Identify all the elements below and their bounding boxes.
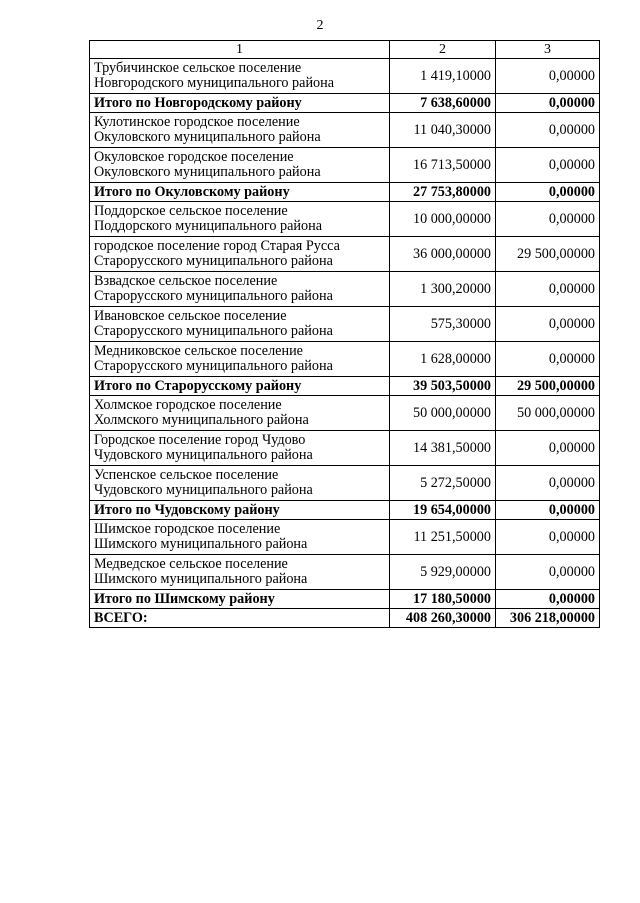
value-col-3-cell: 0,00000	[496, 272, 600, 307]
name-line: Шимское городское поселение	[94, 521, 281, 537]
value-col-2-cell: 5 272,50000	[390, 466, 496, 501]
name-line: Старорусского муниципального района	[94, 288, 333, 304]
value-col-3-cell: 50 000,00000	[496, 396, 600, 431]
settlement-name-cell	[90, 466, 390, 501]
value-col-3-cell: 0,00000	[496, 183, 600, 202]
table-row	[90, 272, 600, 307]
value-col-2-cell: 39 503,50000	[390, 377, 496, 396]
name-line: Чудовского муниципального района	[94, 447, 313, 463]
header-col-2: 2	[390, 41, 496, 59]
value-col-2-cell: 27 753,80000	[390, 183, 496, 202]
name-line: Холмское городское поселение	[94, 397, 282, 413]
value-col-2-cell: 5 929,00000	[390, 555, 496, 590]
value-col-3-cell: 29 500,00000	[496, 237, 600, 272]
value-col-2-cell: 36 000,00000	[390, 237, 496, 272]
header-col-1: 1	[90, 41, 390, 59]
table-row	[90, 520, 600, 555]
value-col-2-cell: 1 300,20000	[390, 272, 496, 307]
value-col-3-cell: 0,00000	[496, 94, 600, 113]
name-line: Окуловского муниципального района	[94, 164, 321, 180]
table-row	[90, 555, 600, 590]
name-line: Шимского муниципального района	[94, 536, 308, 552]
name-line: Ивановское сельское поселение	[94, 308, 287, 324]
settlement-name-cell	[90, 307, 390, 342]
name-line: Поддорского муниципального района	[94, 218, 322, 234]
settlement-name-cell	[90, 431, 390, 466]
value-col-3-cell: 0,00000	[496, 148, 600, 183]
name-line: Холмского муниципального района	[94, 412, 309, 428]
value-col-2-cell: 408 260,30000	[390, 609, 496, 628]
table-row	[90, 113, 600, 148]
settlement-name-cell	[90, 237, 390, 272]
header-col-3: 3	[496, 41, 600, 59]
value-col-3-cell: 0,00000	[496, 307, 600, 342]
table-row	[90, 466, 600, 501]
name-line: Медведское сельское поселение	[94, 556, 288, 572]
settlement-name-cell	[90, 202, 390, 237]
value-col-2-cell: 14 381,50000	[390, 431, 496, 466]
name-line: Старорусского муниципального района	[94, 323, 333, 339]
name-line: Окуловское городское поселение	[94, 149, 294, 165]
total-label-cell	[90, 501, 390, 520]
name-line: Взвадское сельское поселение	[94, 273, 278, 289]
value-col-3-cell: 0,00000	[496, 520, 600, 555]
table-total-row	[90, 183, 600, 202]
value-col-3-cell: 29 500,00000	[496, 377, 600, 396]
value-col-3-cell: 0,00000	[496, 59, 600, 94]
name-line: Старорусского муниципального района	[94, 253, 333, 269]
table-row	[90, 307, 600, 342]
table-row	[90, 148, 600, 183]
name-line: Итого по Шимскому району	[94, 590, 275, 607]
name-line: Успенское сельское поселение	[94, 467, 279, 483]
name-line: ВСЕГО:	[94, 609, 148, 626]
table-row	[90, 431, 600, 466]
value-col-2-cell: 16 713,50000	[390, 148, 496, 183]
name-line: Поддорское сельское поселение	[94, 203, 288, 219]
name-line: городское поселение город Старая Русса	[94, 238, 340, 254]
settlement-name-cell	[90, 342, 390, 377]
table-row	[90, 202, 600, 237]
settlement-name-cell	[90, 272, 390, 307]
total-label-cell	[90, 94, 390, 113]
name-line: Трубичинское сельское поселение	[94, 60, 302, 76]
value-col-2-cell: 11 251,50000	[390, 520, 496, 555]
value-col-3-cell: 0,00000	[496, 113, 600, 148]
table-row	[90, 59, 600, 94]
value-col-2-cell: 7 638,60000	[390, 94, 496, 113]
settlement-name-cell	[90, 520, 390, 555]
table-row	[90, 396, 600, 431]
total-label-cell	[90, 609, 390, 628]
table-total-row	[90, 501, 600, 520]
subsidy-table	[89, 40, 600, 628]
value-col-2-cell: 575,30000	[390, 307, 496, 342]
settlement-name-cell	[90, 113, 390, 148]
name-line: Шимского муниципального района	[94, 571, 308, 587]
value-col-2-cell: 17 180,50000	[390, 590, 496, 609]
table-row	[90, 237, 600, 272]
total-label-cell	[90, 183, 390, 202]
name-line: Кулотинское городское поселение	[94, 114, 300, 130]
value-col-3-cell: 0,00000	[496, 431, 600, 466]
page-number: 2	[316, 18, 324, 33]
table-total-row	[90, 609, 600, 628]
table-header-row	[90, 41, 600, 59]
settlement-name-cell	[90, 555, 390, 590]
name-line: Старорусского муниципального района	[94, 358, 333, 374]
value-col-3-cell: 0,00000	[496, 202, 600, 237]
settlement-name-cell	[90, 396, 390, 431]
table-total-row	[90, 377, 600, 396]
table-total-row	[90, 94, 600, 113]
value-col-3-cell: 0,00000	[496, 342, 600, 377]
settlement-name-cell	[90, 59, 390, 94]
table-total-row	[90, 590, 600, 609]
value-col-2-cell: 50 000,00000	[390, 396, 496, 431]
value-col-2-cell: 11 040,30000	[390, 113, 496, 148]
name-line: Итого по Окуловскому району	[94, 183, 290, 200]
value-col-2-cell: 19 654,00000	[390, 501, 496, 520]
value-col-2-cell: 1 419,10000	[390, 59, 496, 94]
table-row	[90, 342, 600, 377]
value-col-3-cell: 0,00000	[496, 466, 600, 501]
name-line: Городское поселение город Чудово	[94, 432, 306, 448]
total-label-cell	[90, 377, 390, 396]
name-line: Новгородского муниципального района	[94, 75, 335, 91]
value-col-3-cell: 0,00000	[496, 555, 600, 590]
value-col-3-cell: 0,00000	[496, 590, 600, 609]
value-col-3-cell: 0,00000	[496, 501, 600, 520]
total-label-cell	[90, 590, 390, 609]
name-line: Итого по Чудовскому району	[94, 501, 280, 518]
name-line: Итого по Новгородскому району	[94, 94, 302, 111]
value-col-2-cell: 1 628,00000	[390, 342, 496, 377]
value-col-2-cell: 10 000,00000	[390, 202, 496, 237]
name-line: Чудовского муниципального района	[94, 482, 313, 498]
settlement-name-cell	[90, 148, 390, 183]
name-line: Итого по Старорусскому району	[94, 377, 302, 394]
value-col-3-cell: 306 218,00000	[496, 609, 600, 628]
name-line: Медниковское сельское поселение	[94, 343, 303, 359]
name-line: Окуловского муниципального района	[94, 129, 321, 145]
